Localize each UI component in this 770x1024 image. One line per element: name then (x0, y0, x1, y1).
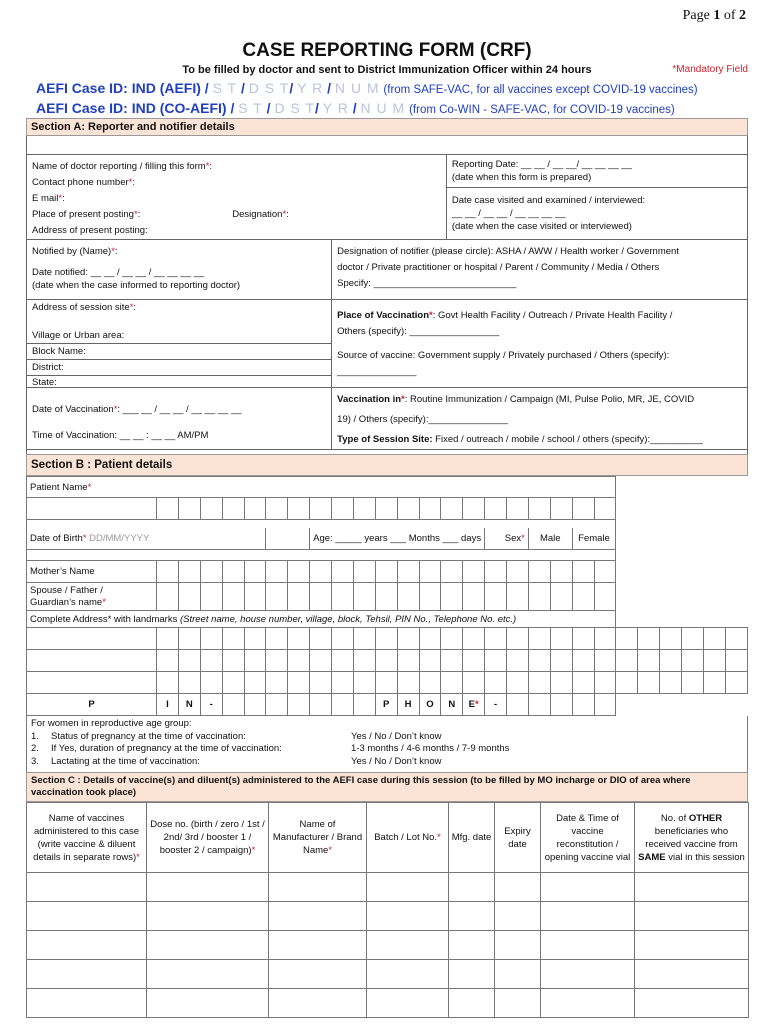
char-box[interactable] (244, 694, 266, 716)
char-box[interactable] (200, 561, 222, 583)
char-box[interactable] (332, 628, 354, 650)
char-box[interactable] (353, 583, 375, 611)
vaccine-column-header: Name of Manufacturer / Brand Name* (269, 803, 367, 873)
char-box[interactable] (353, 628, 375, 650)
char-box[interactable] (157, 561, 179, 583)
email-field[interactable]: E mail*: (32, 193, 65, 204)
row-label: Spouse / Father / Guardian’s name* (27, 583, 157, 611)
char-box[interactable] (638, 628, 660, 650)
char-box[interactable] (310, 583, 332, 611)
char-box[interactable] (550, 561, 572, 583)
char-box[interactable] (310, 650, 332, 672)
char-box[interactable] (200, 672, 222, 694)
char-box[interactable] (550, 498, 572, 520)
vaccine-column-header: Dose no. (birth / zero / 1st / 2nd/ 3rd / booster 1 / booster 2 / campaign)* (147, 803, 269, 873)
char-box[interactable] (288, 583, 310, 611)
dob-field[interactable]: Date of Birth* DD/MM/YYYY (27, 528, 266, 550)
char-box[interactable] (528, 561, 550, 583)
char-box[interactable] (397, 628, 419, 650)
vaccine-row[interactable] (27, 873, 749, 902)
char-box[interactable] (397, 583, 419, 611)
char-box[interactable] (441, 583, 463, 611)
char-box[interactable] (288, 628, 310, 650)
char-box[interactable] (572, 561, 594, 583)
male-option[interactable]: Male (528, 528, 572, 550)
char-box[interactable] (550, 583, 572, 611)
char-box[interactable] (572, 583, 594, 611)
char-box[interactable] (528, 650, 550, 672)
district-field[interactable]: District: (27, 360, 331, 376)
char-box[interactable] (200, 628, 222, 650)
address-row-2[interactable] (27, 650, 748, 672)
char-box[interactable] (353, 561, 375, 583)
reporter-details (26, 154, 748, 240)
char-box[interactable] (485, 583, 507, 611)
pin-phone-letter: E* (463, 694, 485, 716)
pin-phone-letter: P (27, 694, 157, 716)
char-box[interactable] (375, 628, 397, 650)
char-box[interactable] (419, 561, 441, 583)
pin-phone-row[interactable] (27, 694, 748, 716)
char-box[interactable] (222, 498, 244, 520)
char-box[interactable] (463, 498, 485, 520)
char-box[interactable] (660, 628, 682, 650)
char-box[interactable] (703, 672, 725, 694)
char-box[interactable] (441, 628, 463, 650)
char-box[interactable] (353, 650, 375, 672)
char-box[interactable] (266, 498, 288, 520)
char-box[interactable] (463, 650, 485, 672)
vaccine-row[interactable] (27, 960, 749, 989)
char-box[interactable] (332, 498, 354, 520)
char-box[interactable] (594, 650, 616, 672)
char-box[interactable] (27, 628, 157, 650)
visit-date-field[interactable]: Date case visited and examined / interviewed: __ __ / __ __ / __ __ __ __ (date when the case visited or interviewed) (451, 195, 646, 232)
char-box[interactable] (222, 672, 244, 694)
char-box[interactable] (507, 561, 529, 583)
block-field[interactable]: Block Name: (27, 344, 331, 360)
char-box[interactable] (682, 628, 704, 650)
char-box[interactable] (332, 694, 354, 716)
char-box[interactable] (419, 650, 441, 672)
phone-field[interactable]: Contact phone number*: (32, 177, 135, 188)
patient-details-grid (26, 476, 748, 716)
sex-label: Sex* (485, 528, 529, 550)
char-box[interactable] (616, 628, 638, 650)
vaccine-column-header: No. of OTHER beneficiaries who received vaccine from SAME vial in this session (635, 803, 749, 873)
char-box[interactable] (507, 628, 529, 650)
char-box[interactable] (485, 498, 507, 520)
char-box[interactable] (594, 583, 616, 611)
char-box[interactable] (507, 672, 529, 694)
char-box[interactable] (266, 694, 288, 716)
date-of-vaccination-field[interactable]: Date of Vaccination*: ___ __ / __ __ / __ __ __ __ (32, 404, 242, 415)
char-box[interactable] (507, 650, 529, 672)
char-box[interactable] (594, 628, 616, 650)
char-box[interactable] (222, 650, 244, 672)
char-box[interactable] (222, 561, 244, 583)
char-box[interactable] (244, 561, 266, 583)
char-box[interactable] (572, 628, 594, 650)
char-box[interactable] (397, 561, 419, 583)
vaccine-column-header: Date & Time of vaccine reconstitution / opening vaccine vial (541, 803, 635, 873)
reporting-date-field[interactable]: Reporting Date: __ __ / __ __/ __ __ __ __ (date when this form is prepared) (447, 155, 747, 188)
char-box[interactable] (419, 672, 441, 694)
session-site-details: Address of session site*: Village or Urban area: Block Name: District: State: Place of Vaccination*: Govt Health Facility / Outreach / Private Health Facility / Others (specify): _________________ Source of vaccine: Government supply / Privately purchased / Others (specify): _______________ (26, 300, 748, 388)
village-field[interactable]: Village or Urban area: (27, 328, 331, 344)
char-box[interactable] (550, 628, 572, 650)
char-box[interactable] (463, 628, 485, 650)
char-box[interactable] (288, 498, 310, 520)
char-box[interactable] (157, 628, 179, 650)
vaccine-table-header (27, 803, 749, 873)
char-box[interactable] (528, 694, 550, 716)
doctor-name-field[interactable]: Name of doctor reporting / filling this form*: (32, 161, 213, 172)
form-title: CASE REPORTING FORM (CRF) (242, 40, 532, 61)
char-box[interactable] (178, 561, 200, 583)
char-box[interactable] (266, 672, 288, 694)
char-box[interactable] (375, 672, 397, 694)
char-box[interactable] (375, 561, 397, 583)
char-box[interactable] (310, 628, 332, 650)
char-box[interactable] (178, 628, 200, 650)
char-box[interactable] (332, 650, 354, 672)
pin-phone-letter: N (178, 694, 200, 716)
patient-name-boxes[interactable] (27, 498, 748, 520)
char-box[interactable] (397, 672, 419, 694)
vaccine-row[interactable] (27, 902, 749, 931)
patient-name-label: Patient Name* (27, 477, 616, 498)
vaccine-details-table (26, 802, 749, 1018)
char-box[interactable] (157, 583, 179, 611)
char-box[interactable] (332, 561, 354, 583)
vaccine-column-header: Name of vaccines administered to this case (write vaccine & diluent details in separate rows)* (27, 803, 147, 873)
char-box[interactable] (375, 650, 397, 672)
char-box[interactable] (157, 498, 179, 520)
char-box[interactable] (178, 583, 200, 611)
char-box[interactable] (485, 561, 507, 583)
char-box[interactable] (572, 694, 594, 716)
char-box[interactable] (594, 672, 616, 694)
char-box[interactable] (463, 561, 485, 583)
char-box[interactable] (572, 498, 594, 520)
char-box[interactable] (616, 650, 638, 672)
char-box[interactable] (703, 650, 725, 672)
char-box[interactable] (200, 583, 222, 611)
char-box[interactable] (572, 672, 594, 694)
char-box[interactable] (463, 583, 485, 611)
char-box[interactable] (616, 672, 638, 694)
section-b-header: Section B : Patient details (26, 454, 748, 476)
char-box[interactable] (397, 498, 419, 520)
char-box[interactable] (310, 694, 332, 716)
mother-name-row[interactable] (27, 561, 748, 583)
women-section: For women in reproductive age group: 1. Status of pregnancy at the time of vaccination: Yes / No / Don’t know 2. If Yes, duration of pregnancy at the time of vaccination: 1-3 months / 4-6 months / 7-9 months 3. Lactating at the time of vaccination: Yes / No / Don’t know (26, 716, 748, 772)
char-box[interactable] (660, 650, 682, 672)
char-box[interactable] (550, 650, 572, 672)
char-box[interactable] (266, 561, 288, 583)
session-site-type[interactable]: Type of Session Site: Fixed / outreach / mobile / school / others (specify):__________ (337, 434, 703, 445)
char-box[interactable] (200, 498, 222, 520)
char-box[interactable] (528, 498, 550, 520)
vaccine-source[interactable]: Source of vaccine: Government supply / Privately purchased / Others (specify): (337, 350, 670, 361)
char-box[interactable] (244, 672, 266, 694)
char-box[interactable] (266, 583, 288, 611)
char-box[interactable] (27, 672, 157, 694)
char-box[interactable] (332, 583, 354, 611)
char-box[interactable] (288, 650, 310, 672)
char-box[interactable] (178, 672, 200, 694)
char-box[interactable] (27, 650, 157, 672)
vaccination-date-details: Date of Vaccination*: ___ __ / __ __ / __ __ __ __ Time of Vaccination: __ __ : __ __ AM/PM Vaccination in*: Routine Immunization / Campaign (MI, Pulse Polio, MR, JE, COVID 19) / Others (specify):_______________ Type of Session Site: Fixed / outreach / mobile / school / others (specify):__________ (26, 388, 748, 450)
char-box[interactable] (353, 498, 375, 520)
row-label: Mother’s Name (27, 561, 157, 583)
vaccine-row[interactable] (27, 931, 749, 960)
char-box[interactable] (332, 672, 354, 694)
char-box[interactable] (528, 672, 550, 694)
char-box[interactable] (441, 672, 463, 694)
designation-field[interactable]: Designation*: (232, 209, 289, 220)
address-row-3[interactable] (27, 672, 748, 694)
char-box[interactable] (703, 628, 725, 650)
char-box[interactable] (244, 628, 266, 650)
vaccine-column-header: Batch / Lot No.* (367, 803, 449, 873)
char-box[interactable] (200, 650, 222, 672)
char-box[interactable] (157, 650, 179, 672)
notifier-details: Notified by (Name)*: Date notified: __ __ / __ __ / __ __ __ __ (date when the case informed to reporting doctor) Designation of notifier (please circle): ASHA / AWW / Health worker / Government doctor / Private practitioner or hospital / Parent / Community / Media / Others Specify: ___________________________ (26, 240, 748, 300)
char-box[interactable] (441, 650, 463, 672)
char-box[interactable] (528, 628, 550, 650)
case-reporting-form (26, 40, 748, 1018)
char-box[interactable] (572, 650, 594, 672)
char-box[interactable] (310, 672, 332, 694)
char-box[interactable] (485, 672, 507, 694)
char-box[interactable] (441, 561, 463, 583)
notified-by-field[interactable]: Notified by (Name)*: (32, 246, 118, 257)
co-aefi-case-id[interactable]: AEFI Case ID: IND (CO-AEFI) / S T / D S T/ Y R / N U M (from Co-WIN - SAFE-VAC, for COVID-19 vaccines) (36, 100, 675, 116)
section-c-header: Section C : Details of vaccine(s) and diluent(s) administered to the AEFI case during this session (to be filled by MO incharge or DIO of area where vaccination took place) (26, 772, 748, 802)
char-box[interactable] (266, 650, 288, 672)
char-box[interactable] (288, 561, 310, 583)
char-box[interactable] (244, 650, 266, 672)
char-box[interactable] (310, 498, 332, 520)
char-box[interactable] (550, 694, 572, 716)
char-box[interactable] (594, 694, 616, 716)
char-box[interactable] (244, 583, 266, 611)
char-box[interactable] (507, 498, 529, 520)
state-field[interactable]: State: (32, 377, 57, 388)
char-box[interactable] (288, 694, 310, 716)
char-box[interactable] (528, 583, 550, 611)
char-box[interactable] (27, 498, 157, 520)
women-question[interactable]: 3. Lactating at the time of vaccination: Yes / No / Don’t know (31, 755, 442, 767)
pin-phone-letter: H (397, 694, 419, 716)
char-box[interactable] (682, 672, 704, 694)
char-box[interactable] (441, 498, 463, 520)
char-box[interactable] (485, 650, 507, 672)
char-box[interactable] (178, 498, 200, 520)
char-box[interactable] (222, 583, 244, 611)
char-box[interactable] (594, 561, 616, 583)
char-box[interactable] (353, 672, 375, 694)
women-question[interactable]: 1. Status of pregnancy at the time of vaccination: Yes / No / Don’t know (31, 730, 442, 742)
session-site-field[interactable]: Address of session site*: (32, 302, 137, 313)
aefi-case-id[interactable]: AEFI Case ID: IND (AEFI) / S T / D S T/ Y R / N U M (from SAFE-VAC, for all vaccines except COVID-19 vaccines) (36, 80, 698, 96)
char-box[interactable] (157, 672, 179, 694)
char-box[interactable] (222, 694, 244, 716)
char-box[interactable] (682, 650, 704, 672)
char-box[interactable] (485, 628, 507, 650)
vaccine-column-header: Expiry date (495, 803, 541, 873)
char-box[interactable] (419, 628, 441, 650)
vaccination-in[interactable]: Vaccination in*: Routine Immunization / Campaign (MI, Pulse Polio, MR, JE, COVID (337, 394, 695, 405)
posting-field[interactable]: Place of present posting*: (32, 209, 141, 220)
pin-phone-letter: N (441, 694, 463, 716)
vaccine-column-header: Mfg. date (449, 803, 495, 873)
char-box[interactable] (375, 583, 397, 611)
char-box[interactable] (288, 672, 310, 694)
char-box[interactable] (419, 498, 441, 520)
section-a-header: Section A: Reporter and notifier details (26, 118, 748, 136)
date-notified-field[interactable]: Date notified: __ __ / __ __ / __ __ __ __ (32, 267, 205, 278)
char-box[interactable] (244, 498, 266, 520)
women-question[interactable]: 2. If Yes, duration of pregnancy at the time of vaccination: 1-3 months / 4-6 months / 7-9 months (31, 743, 510, 754)
char-box[interactable] (725, 672, 747, 694)
char-box[interactable] (375, 498, 397, 520)
char-box[interactable] (638, 650, 660, 672)
mandatory-note: *Mandatory Field (672, 64, 748, 75)
vaccine-row[interactable] (27, 989, 749, 1018)
age-field[interactable]: Age: _____ years ___ Months ___ days (310, 528, 485, 550)
pin-phone-letter: - (485, 694, 507, 716)
char-box[interactable] (353, 694, 375, 716)
char-box[interactable] (222, 628, 244, 650)
time-of-vaccination-field[interactable]: Time of Vaccination: __ __ : __ __ AM/PM (32, 430, 209, 441)
notifier-specify-field[interactable]: Specify: ___________________________ (337, 278, 517, 289)
char-box[interactable] (725, 628, 747, 650)
char-box[interactable] (507, 694, 529, 716)
address-row-1[interactable] (27, 628, 748, 650)
char-box[interactable] (463, 672, 485, 694)
char-box[interactable] (310, 561, 332, 583)
char-box[interactable] (397, 650, 419, 672)
char-box[interactable] (178, 650, 200, 672)
char-box[interactable] (507, 583, 529, 611)
pin-phone-letter: I (157, 694, 179, 716)
char-box[interactable] (594, 498, 616, 520)
form-subtitle: To be filled by doctor and sent to District Immunization Officer within 24 hours *Mandatory Field (182, 64, 748, 76)
char-box[interactable] (638, 672, 660, 694)
char-box[interactable] (266, 628, 288, 650)
char-box[interactable] (550, 672, 572, 694)
char-box[interactable] (660, 672, 682, 694)
guardian-name-row[interactable] (27, 583, 748, 611)
posting-address-field[interactable]: Address of present posting: (32, 225, 148, 236)
female-option[interactable]: Female (572, 528, 616, 550)
char-box[interactable] (419, 583, 441, 611)
char-box[interactable] (725, 650, 747, 672)
pin-phone-letter: O (419, 694, 441, 716)
address-label: Complete Address* with landmarks (Street name, house number, village, block, Tehsil, PIN No., Telephone No. etc.) (27, 611, 616, 628)
pin-phone-letter: P (375, 694, 397, 716)
pin-phone-letter: - (200, 694, 222, 716)
page-number: Page 1 of 2 (682, 8, 746, 23)
place-of-vaccination[interactable]: Place of Vaccination*: Govt Health Facility / Outreach / Private Health Facility / (337, 310, 673, 321)
